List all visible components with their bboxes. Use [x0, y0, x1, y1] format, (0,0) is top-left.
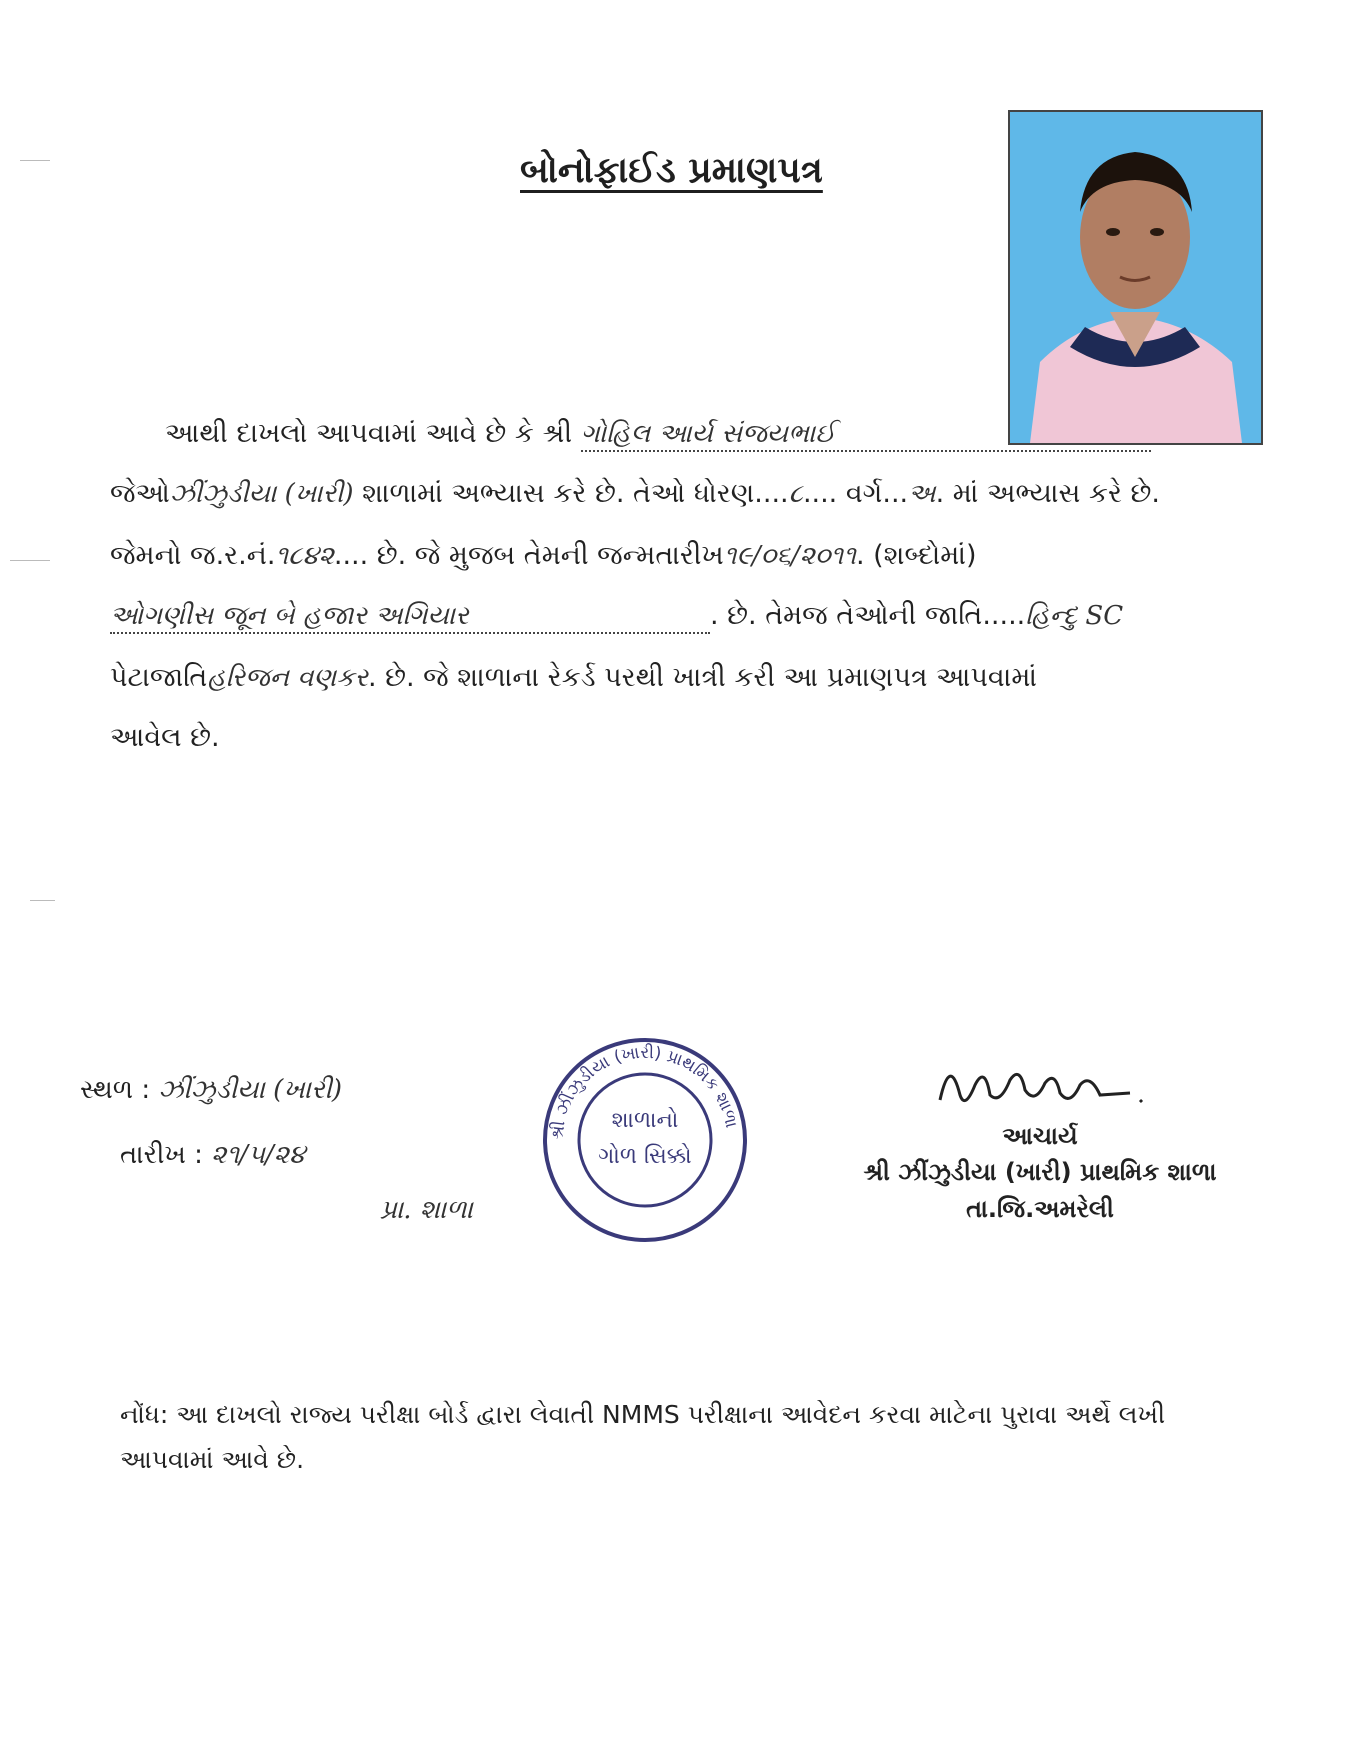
birth-date: ૧૯/૦૬/૨૦૧૧ — [723, 541, 856, 571]
student-photo — [1008, 110, 1263, 445]
note-line-1: નોંધ: આ દાખલો રાજ્ય પરીક્ષા બોર્ડ દ્વારા લેવાતી NMMS પરીક્ષાના આવેદન કરવા માટેના પુરાવા અર્થે લખી — [120, 1400, 1166, 1429]
body-text: જેમનો જ.ર.નં. — [110, 540, 276, 571]
date-value: ૨૧/૫/૨૪ — [211, 1140, 306, 1170]
body-text: . (શબ્દોમાં) — [855, 540, 977, 571]
place-label: સ્થળ : — [80, 1075, 151, 1105]
principal-place: તા.જિ.અમરેલી — [966, 1195, 1114, 1223]
place-row — [80, 1075, 342, 1106]
body-text: પેટાજાતિ — [110, 662, 208, 693]
stamp-inner-top: શાળાનો — [611, 1108, 679, 1133]
body-text: આથી દાખલો આપવામાં આવે છે કે શ્રી — [165, 418, 573, 449]
student-name: ગોહિલ આર્ય સંજયભાઈ — [581, 419, 1151, 452]
subcaste-value: હરિજન વણકર — [207, 663, 368, 693]
scan-speck — [10, 560, 50, 561]
note-line-2: આપવામાં આવે છે. — [120, 1445, 305, 1474]
page-title: બોનોફાઈડ પ્રમાણપત્ર — [520, 150, 823, 191]
body-line-5 — [110, 662, 1037, 694]
date-label: તારીખ : — [120, 1140, 203, 1170]
place-value: ઝીંઝુડીયા (ખારી) — [158, 1075, 342, 1105]
body-text: શાળામાં અભ્યાસ કરે છે. તેઓ ધોરણ.... — [362, 478, 789, 509]
body-text: .... છે. જે મુજબ તેમની જન્મતારીખ — [333, 540, 724, 571]
stamp-inner-bottom: ગોળ સિક્કો — [598, 1144, 692, 1169]
body-text: . છે. તેમજ તેઓની જાતિ..... — [710, 600, 1026, 631]
birth-date-words: ઓગણીસ જૂન બે હજાર અગિયાર — [110, 601, 710, 634]
body-line-4 — [110, 600, 1123, 634]
caste-value: હિન્દુ SC — [1025, 601, 1124, 631]
standard-value: ૮ — [788, 479, 803, 509]
school-name-handwritten: ઝીંઝુડીયા (ખારી) — [169, 479, 354, 509]
principal-role: આચાર્ય — [1002, 1122, 1078, 1150]
principal-school: શ્રી ઝીંઝુડીયા (ખારી) પ્રાથમિક શાળા — [863, 1158, 1217, 1186]
body-text: આવેલ છે. — [110, 722, 220, 753]
body-line-6 — [110, 722, 220, 754]
body-text: .... વર્ગ... — [802, 478, 909, 509]
body-text: . છે. જે શાળાના રેકર્ડ પરથી ખાત્રી કરી આ પ્રમાણપત્ર આપવામાં — [367, 662, 1038, 693]
school-abbrev-handwritten: પ્રા. શાળા — [380, 1195, 473, 1225]
division-value: અ — [908, 479, 936, 509]
body-line-3 — [110, 540, 977, 572]
scan-speck — [20, 160, 50, 161]
date-row — [120, 1140, 305, 1171]
scan-speck — [30, 900, 55, 901]
school-stamp — [540, 1035, 750, 1245]
body-line-1 — [165, 418, 1151, 452]
principal-signature — [930, 1045, 1150, 1120]
stamp-outer-text: શ્રી ઝીંઝુડીયા (ખારી) પ્રાથમિક શાળા — [547, 1042, 742, 1141]
body-text: જેઓ — [110, 478, 170, 509]
body-text: . માં અભ્યાસ કરે છે. — [935, 478, 1160, 509]
body-line-2 — [110, 478, 1160, 510]
gr-number: ૧૮૪૨ — [275, 541, 334, 571]
